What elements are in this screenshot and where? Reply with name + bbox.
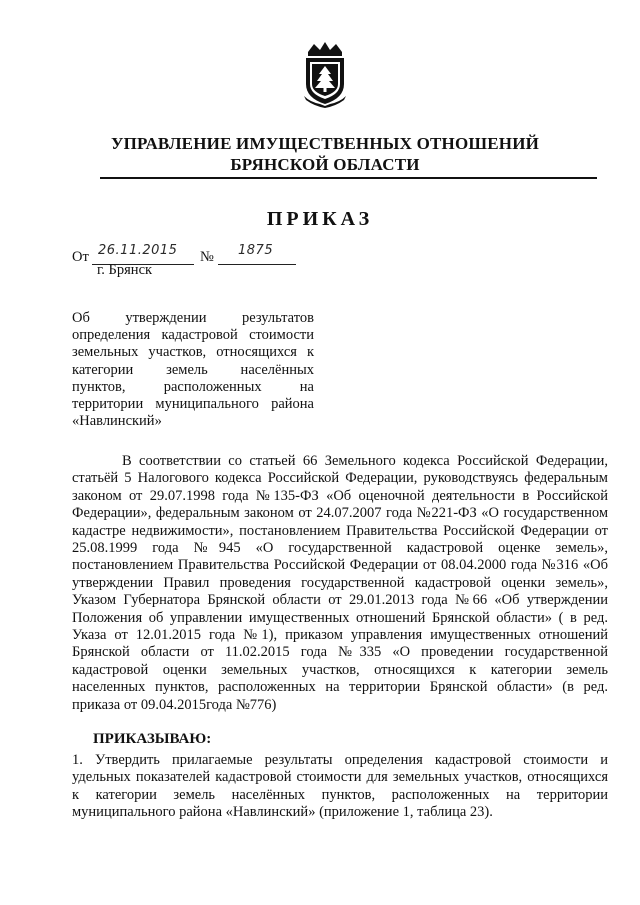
document-type-title: ПРИКАЗ [266,208,374,230]
subject-line: определения кадастровой стоимости [72,327,314,344]
order-item-text: 1. Утвердить прилагаемые результаты определения кадастровой стоимости и удельных показателей кадастровой стоимости для земельных участков, относящихся к категории земель населённых пунктов, расположенных на территории муниципального района «Навлинский» (приложение 1, таблица 23). [72,752,608,821]
preamble-text [72,453,608,714]
order-heading: ПРИКАЗЫВАЮ: [93,731,212,747]
subject-block [72,310,314,430]
city-label: г. Брянск [97,262,153,278]
number-underline [218,264,296,265]
header-divider [100,177,597,179]
organization-name [90,133,560,175]
number-label: № [200,249,214,265]
subject-line: Об утверждении результатов [72,310,314,326]
date-value: 26.11.2015 [98,243,178,258]
preamble-paragraph: В соответствии со статьей 66 Земельного кодекса Российской Федерации, статьёй 5 Налогового кодекса Российской Федерации, руководствуясь федеральным законом от 29.07.1998 года №135-ФЗ «Об оценочной деятельности в Российской Федерации», федеральным законом от 24.07.2007 года №221-ФЗ «О государственном кадастре недвижимости», постановлением Правительства Российской Федерации от 25.08.1999 года №945 «О государственной кадастровой оценке земель», постановлением Правительства Российской Федерации от 08.04.2000 года №316 «Об утверждении Правил проведения государственной кадастровой оценки земель», Указом Губернатора Брянской области от 29.01.2013 года №66 «Об утверждении Положения об управлении имущественных отношений Брянской области» ( в ред. Указа от 12.01.2015 года №1), приказом управления имущественных отношений Брянской области от 11.02.2015 года №335 «О проведении государственной кадастровой оценки земельных участков, относящихся к категории земель населенных пунктов, расположенных на территории Брянской области» (в ред. приказа от 09.04.2015года №776) [72,453,608,713]
bryansk-coat-of-arms-icon [300,40,350,108]
order-item-1 [72,752,608,822]
subject-line: «Навлинский» [72,413,162,430]
subject-line: территории муниципального района [72,396,314,413]
date-label: От [72,249,89,265]
subject-line: земельных участков, относящихся к [72,344,314,361]
subject-line: категории земель населённых [72,361,314,378]
number-value: 1875 [238,243,274,258]
org-line-2: БРЯНСКОЙ ОБЛАСТИ [230,155,420,174]
org-line-1: УПРАВЛЕНИЕ ИМУЩЕСТВЕННЫХ ОТНОШЕНИЙ [110,134,540,153]
subject-line: пунктов, расположенных на [72,378,314,395]
